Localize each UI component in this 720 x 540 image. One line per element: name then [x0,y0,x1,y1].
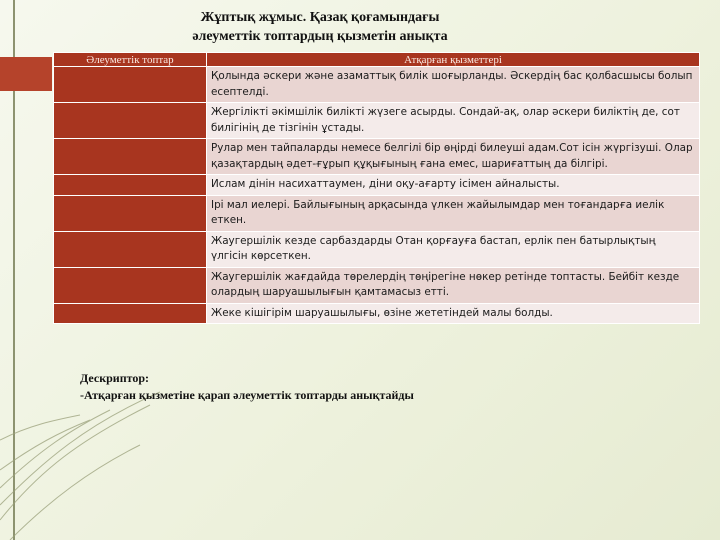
group-cell [54,67,207,103]
descriptor-item: -Атқарған қызметіне қарап әлеуметтік топтарды анықтайды [80,388,414,402]
table-row [54,195,700,231]
group-cell [54,103,207,139]
duty-cell: Жеке кішігірім шаруашылығы, өзіне жететіндей малы болды. [207,303,700,324]
group-cell [54,231,207,267]
table-row [54,103,700,139]
duty-cell: Жаугершілік кезде сарбаздарды Отан қорғауға бастап, ерлік пен батырлықтың үлгісін көрсеткен. [207,231,700,267]
descriptor-block [80,370,414,404]
duty-cell: Ірі мал иелері. Байлығының арқасында үлкен жайылымдар мен тоғандарға иелік еткен. [207,195,700,231]
group-cell [54,175,207,196]
slide-title [120,8,520,46]
table-row [54,231,700,267]
duty-cell: Қолында әскери және азаматтық билік шоғырланды. Әскердің бас қолбасшысы болып есептелді. [207,67,700,103]
group-cell [54,195,207,231]
table-header-row [54,53,700,67]
duty-cell: Жаугершілік жағдайда төрелердің төңірегіне нөкер ретінде топтасты. Бейбіт кезде олардың шаруашылығын қамтамасыз етті. [207,267,700,303]
column-header-duties: Атқарған қызметтері [207,53,700,67]
table-row [54,175,700,196]
table-row [54,139,700,175]
table-row [54,267,700,303]
group-cell [54,267,207,303]
descriptor-heading: Дескриптор: [80,371,150,385]
duty-cell: Жергілікті әкімшілік билікті жүзеге асырды. Сондай-ақ, олар әскери биліктің де, сот билігінің де тізгінін ұстады. [207,103,700,139]
table-row [54,303,700,324]
title-line-1: Жұптық жұмыс. Қазақ қоғамындағы [200,10,440,25]
group-cell [54,139,207,175]
table-row [54,67,700,103]
social-groups-table [53,52,700,324]
group-cell [54,303,207,324]
duty-cell: Рулар мен тайпаларды немесе белгілі бір өңірді билеуші адам.Сот ісін жүргізуші. Олар қазақтардың әдет-ғұрып құқығының ғана емес, шариғаттың да білгірі. [207,139,700,175]
column-header-groups: Әлеуметтік топтар [54,53,207,67]
title-line-2: әлеуметтік топтардың қызметін анықта [192,29,448,44]
duty-cell: Ислам дінін насихаттаумен, діни оқу-ағарту ісімен айналысты. [207,175,700,196]
